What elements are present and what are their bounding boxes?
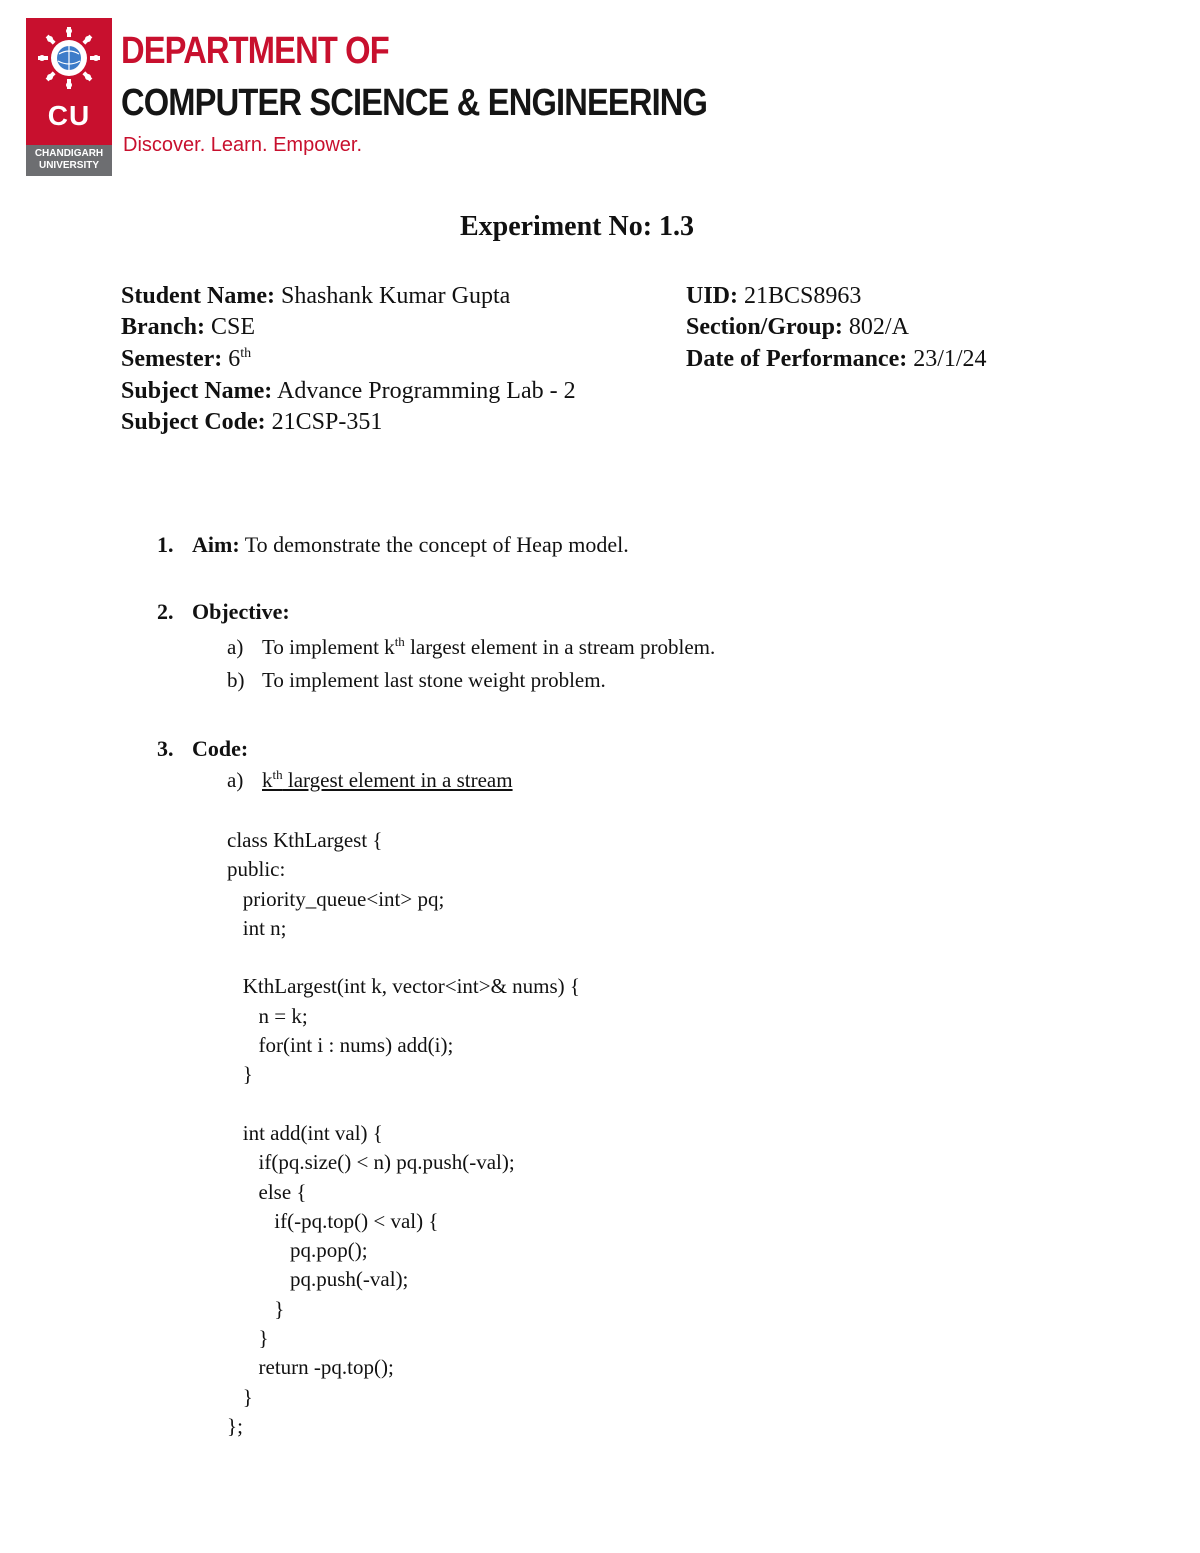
code-subsection-sup: th: [272, 767, 283, 782]
code-line: n = k;: [227, 1003, 308, 1028]
objective-item-text-post: largest element in a stream problem.: [404, 635, 716, 659]
code-subsection-text: k: [262, 768, 273, 792]
objective-label: Objective:: [192, 599, 290, 624]
date-label: Date of Performance:: [686, 346, 908, 372]
code-label: Code:: [192, 736, 249, 761]
department-heading-line1: DEPARTMENT OF: [121, 30, 389, 72]
code-line: [227, 1090, 580, 1119]
university-logo: [26, 18, 112, 171]
date-row: [686, 344, 987, 374]
subject-name-label: Subject Name:: [121, 378, 273, 404]
code-line: }: [227, 1384, 253, 1409]
aim-number: 1.: [157, 532, 174, 557]
objective-item-sup: th: [394, 634, 405, 649]
subject-name-row: [121, 376, 576, 406]
date-value: 23/1/24: [913, 346, 987, 372]
section-row: [686, 312, 909, 342]
code-line: if(pq.size() < n) pq.push(-val);: [227, 1150, 515, 1175]
section-value: 802/A: [848, 314, 909, 340]
code-line: class KthLargest {: [227, 828, 383, 852]
student-name-label: Student Name:: [121, 283, 275, 309]
uid-label: UID:: [686, 283, 738, 309]
code-subsection-title: [262, 766, 513, 794]
semester-label: Semester:: [121, 346, 223, 372]
logo-abbreviation: CU: [47, 100, 91, 131]
gear-globe-icon: [26, 18, 112, 98]
code-line: return -pq.top();: [227, 1355, 394, 1380]
section-label: Section/Group:: [686, 314, 843, 340]
semester-value: 6: [228, 346, 241, 372]
aim-section: [192, 531, 629, 559]
semester-row: [121, 344, 251, 374]
experiment-title: Experiment No: 1.3: [459, 211, 695, 242]
code-subsection-marker: a): [227, 768, 244, 792]
subject-code-value: 21CSP-351: [271, 409, 383, 435]
branch-value: CSE: [211, 314, 256, 340]
code-line: }: [227, 1296, 285, 1321]
student-name-row: [121, 281, 510, 311]
semester-suffix: th: [240, 346, 252, 361]
uid-row: [686, 281, 861, 311]
code-block: [227, 826, 580, 1441]
code-line: };: [227, 1413, 243, 1438]
uid-value: 21BCS8963: [744, 283, 862, 309]
code-line: int n;: [227, 915, 287, 940]
branch-row: [121, 312, 255, 342]
objective-item: [262, 633, 715, 661]
aim-label: Aim:: [192, 532, 240, 557]
objective-heading: [192, 598, 290, 626]
objective-number: 2.: [157, 599, 174, 624]
logo-university-line1: CHANDIGARH: [34, 148, 104, 159]
objective-item: [262, 666, 606, 694]
subject-code-row: [121, 407, 382, 437]
logo-university-band: [26, 145, 112, 176]
tagline: Discover. Learn. Empower.: [123, 134, 362, 156]
objective-item-marker: a): [227, 635, 244, 659]
code-number: 3.: [157, 736, 174, 761]
code-line: }: [227, 1062, 253, 1087]
objective-item-marker: b): [227, 668, 245, 692]
student-name-value: Shashank Kumar Gupta: [281, 283, 511, 309]
code-line: }: [227, 1326, 269, 1351]
code-line: for(int i : nums) add(i);: [227, 1033, 454, 1058]
code-line: else {: [227, 1179, 307, 1204]
code-line: public:: [227, 857, 286, 882]
code-line: KthLargest(int k, vector<int>& nums) {: [227, 974, 580, 999]
aim-text: To demonstrate the concept of Heap model.: [244, 532, 629, 557]
code-line: pq.pop();: [227, 1238, 368, 1263]
code-line: int add(int val) {: [227, 1120, 383, 1145]
subject-name-value: Advance Programming Lab - 2: [277, 378, 576, 404]
objective-item-text: To implement last stone weight problem.: [262, 668, 606, 692]
objective-item-text: To implement k: [262, 635, 395, 659]
code-line: [227, 943, 580, 972]
code-line: priority_queue<int> pq;: [227, 886, 445, 911]
branch-label: Branch:: [121, 314, 205, 340]
code-line: pq.push(-val);: [227, 1267, 409, 1292]
code-subsection-text-post: largest element in a stream: [282, 768, 513, 792]
logo-university-line2: UNIVERSITY: [38, 160, 99, 171]
department-heading-line2: COMPUTER SCIENCE & ENGINEERING: [121, 82, 708, 124]
code-line: if(-pq.top() < val) {: [227, 1208, 439, 1233]
subject-code-label: Subject Code:: [121, 409, 266, 435]
code-heading: [192, 735, 248, 763]
